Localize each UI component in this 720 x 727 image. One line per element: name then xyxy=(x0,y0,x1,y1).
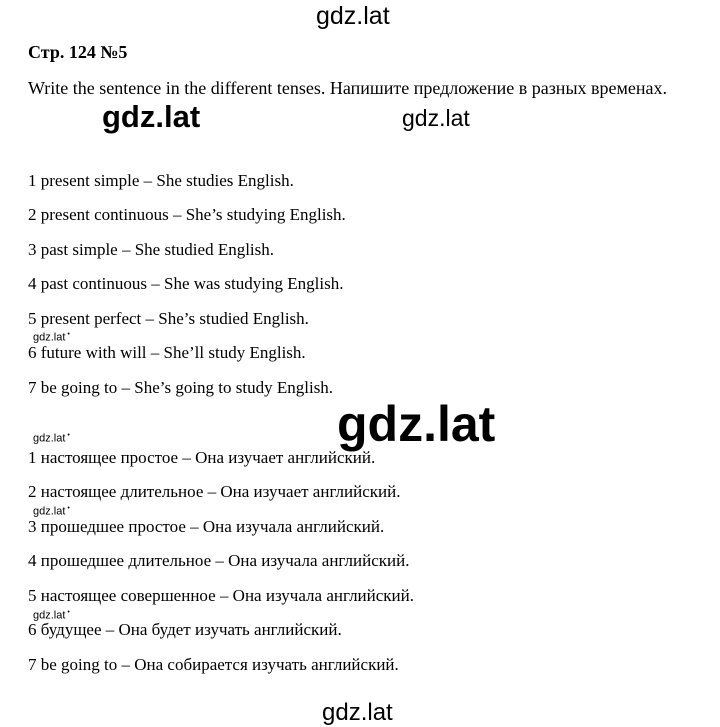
english-line-1: 1 present simple – She studies English. xyxy=(28,171,294,190)
watermark-middle: gdz.lat xyxy=(402,105,470,131)
russian-line-7: 7 be going to – Она собирается изучать английский. xyxy=(28,655,399,674)
watermark-top: gdz.lat xyxy=(316,2,390,30)
watermark-bottom: gdz.lat xyxy=(322,699,393,726)
russian-line-2: 2 настоящее длительное – Она изучает английский. xyxy=(28,482,401,501)
english-line-2: 2 present continuous – She’s studying English. xyxy=(28,205,346,224)
english-line-6: 6 future with will – She’ll study English. xyxy=(28,343,306,362)
watermark-small-4: gdz.lat • xyxy=(33,609,70,622)
russian-line-5: 5 настоящее совершенное – Она изучала английский. xyxy=(28,586,415,605)
task-instruction: Write the sentence in the different tenses. Напишите предложение в разных временах. xyxy=(28,78,668,98)
watermark-small-1: gdz.lat • xyxy=(33,331,70,344)
watermark-bold-middle: gdz.lat xyxy=(100,99,206,135)
russian-line-1: 1 настоящее простое – Она изучает английский. xyxy=(28,448,376,467)
english-line-4: 4 past continuous – She was studying English. xyxy=(28,274,344,293)
russian-line-4: 4 прошедшее длительное – Она изучала английский. xyxy=(28,551,410,570)
watermark-small-2: gdz.lat • xyxy=(33,432,70,445)
russian-line-6: 6 будущее – Она будет изучать английский. xyxy=(28,620,342,639)
english-line-7: 7 be going to – She’s going to study English. xyxy=(28,378,334,397)
english-line-3: 3 past simple – She studied English. xyxy=(28,240,275,259)
english-line-5: 5 present perfect – She’s studied English. xyxy=(28,309,309,328)
watermark-large: gdz.lat xyxy=(333,395,499,453)
russian-line-3: 3 прошедшее простое – Она изучала английский. xyxy=(28,517,385,536)
page-heading: Стр. 124 №5 xyxy=(28,42,128,62)
watermark-small-3: gdz.lat • xyxy=(33,505,70,518)
